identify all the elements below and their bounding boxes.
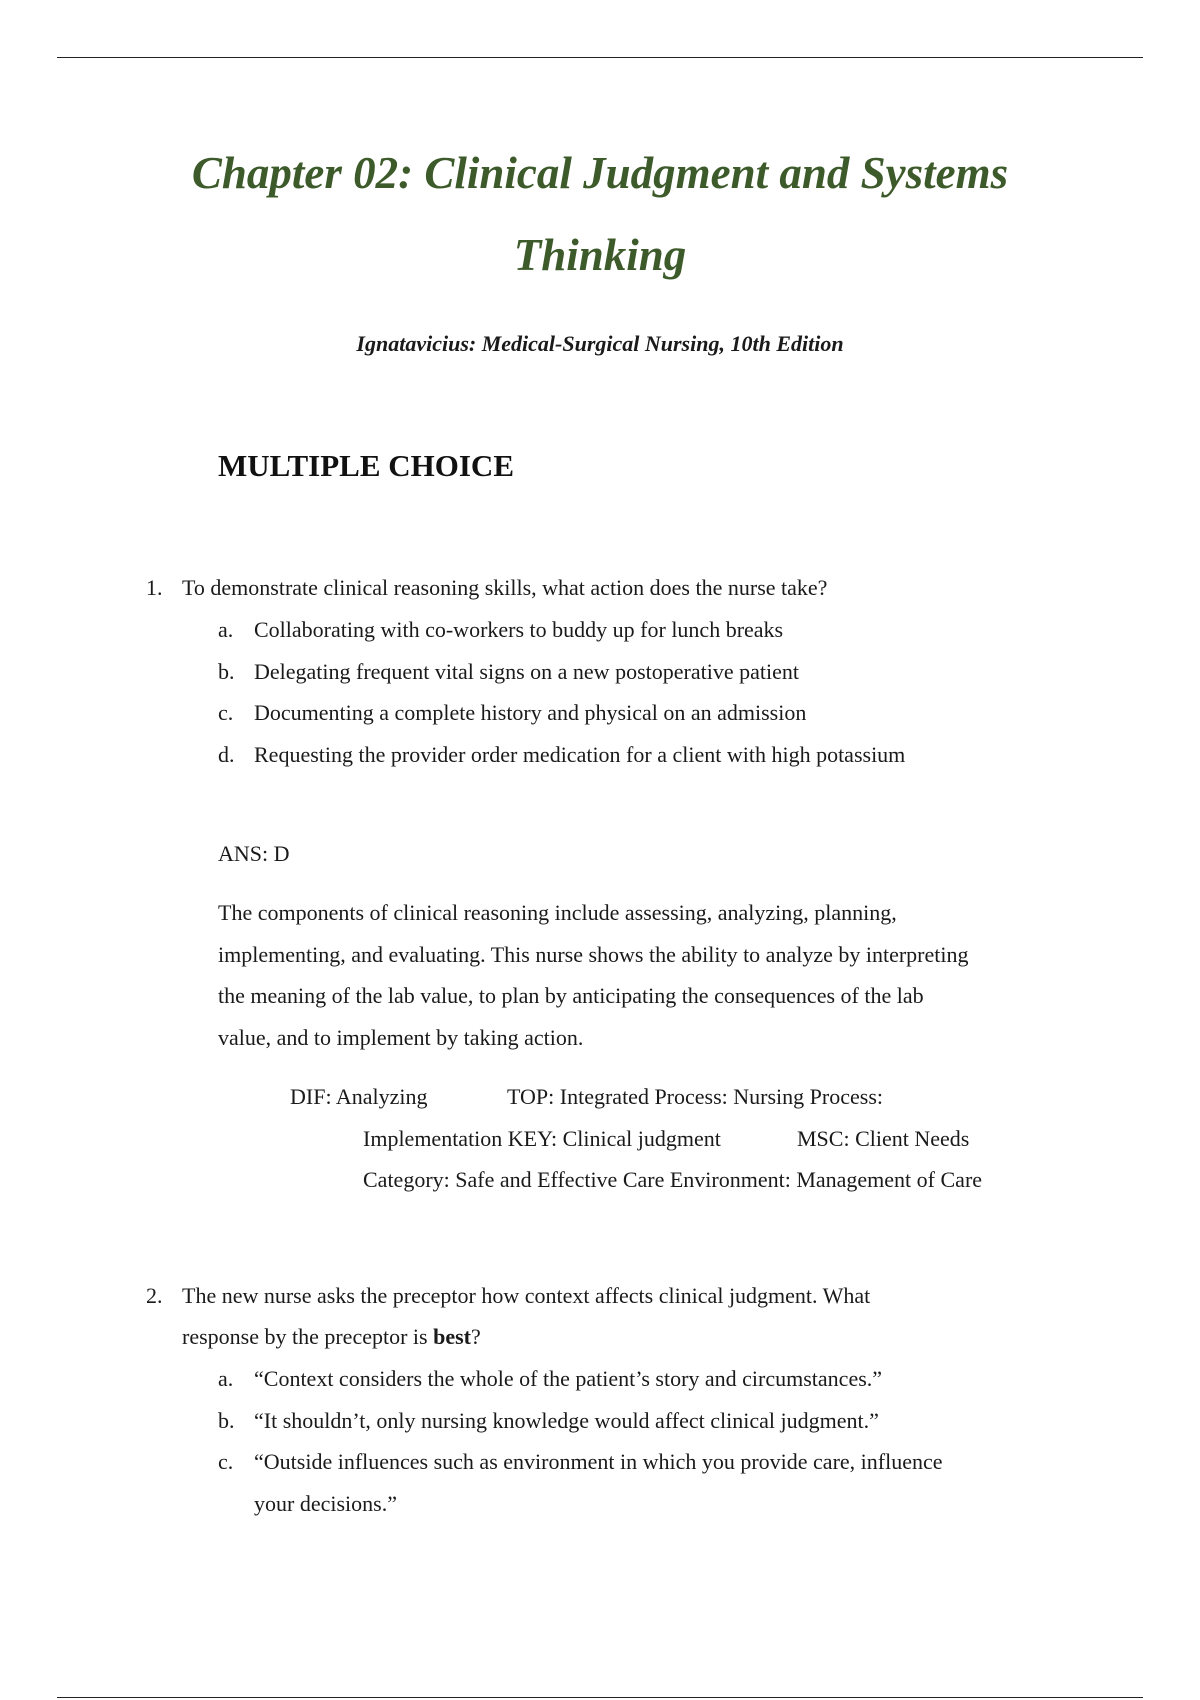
question-2-stem-line-1: The new nurse asks the preceptor how context affects clinical judgment. What bbox=[182, 1283, 871, 1308]
stem-text: response by the preceptor is bbox=[182, 1324, 434, 1349]
meta-category: Category: Safe and Effective Care Environment: Management of Care bbox=[363, 1167, 983, 1192]
rationale-line: the meaning of the lab value, to plan by anticipating the consequences of the lab bbox=[218, 983, 924, 1008]
meta-msc: MSC: Client Needs bbox=[797, 1126, 970, 1151]
option-text: “Context considers the whole of the patient’s story and circumstances.” bbox=[254, 1366, 883, 1391]
option-letter: b. bbox=[218, 659, 235, 684]
option-letter: b. bbox=[218, 1408, 235, 1433]
option-text-continuation: your decisions.” bbox=[254, 1491, 397, 1516]
meta-key: Implementation KEY: Clinical judgment bbox=[363, 1126, 721, 1151]
book-subtitle: Ignatavicius: Medical-Surgical Nursing, 10th Edition bbox=[356, 331, 844, 356]
option-text: “Outside influences such as environment in which you provide care, influence bbox=[254, 1449, 943, 1474]
question-1-number: 1. bbox=[146, 575, 163, 600]
section-heading: MULTIPLE CHOICE bbox=[218, 448, 514, 483]
rationale-line: value, and to implement by taking action. bbox=[218, 1025, 584, 1050]
option-letter: a. bbox=[218, 1366, 234, 1391]
option-text: Collaborating with co-workers to buddy up for lunch breaks bbox=[254, 617, 784, 642]
rationale-line: The components of clinical reasoning include assessing, analyzing, planning, bbox=[218, 900, 897, 925]
option-letter: c. bbox=[218, 1449, 234, 1474]
option-text: “It shouldn’t, only nursing knowledge would affect clinical judgment.” bbox=[254, 1408, 879, 1433]
question-1-stem: To demonstrate clinical reasoning skills, what action does the nurse take? bbox=[182, 575, 828, 600]
stem-emphasis: best bbox=[433, 1324, 471, 1349]
stem-text: ? bbox=[470, 1324, 481, 1349]
question-2-number: 2. bbox=[146, 1283, 163, 1308]
rationale-line: implementing, and evaluating. This nurse shows the ability to analyze by interpreting bbox=[218, 942, 969, 967]
option-text: Requesting the provider order medication for a client with high potassium bbox=[254, 742, 906, 767]
chapter-title-line-2: Thinking bbox=[513, 230, 687, 280]
answer-key: ANS: D bbox=[218, 841, 290, 866]
option-text: Delegating frequent vital signs on a new postoperative patient bbox=[254, 659, 799, 684]
option-text: Documenting a complete history and physical on an admission bbox=[254, 700, 807, 725]
top-rule bbox=[57, 57, 1143, 58]
question-2-stem-line-2 bbox=[182, 1322, 481, 1352]
option-letter: c. bbox=[218, 700, 234, 725]
meta-topic: TOP: Integrated Process: Nursing Process: bbox=[507, 1084, 883, 1109]
chapter-title-line-1: Chapter 02: Clinical Judgment and Systems bbox=[191, 148, 1009, 198]
option-letter: a. bbox=[218, 617, 234, 642]
option-letter: d. bbox=[218, 742, 235, 767]
meta-difficulty: DIF: Analyzing bbox=[290, 1084, 428, 1109]
bottom-rule bbox=[57, 1697, 1143, 1698]
